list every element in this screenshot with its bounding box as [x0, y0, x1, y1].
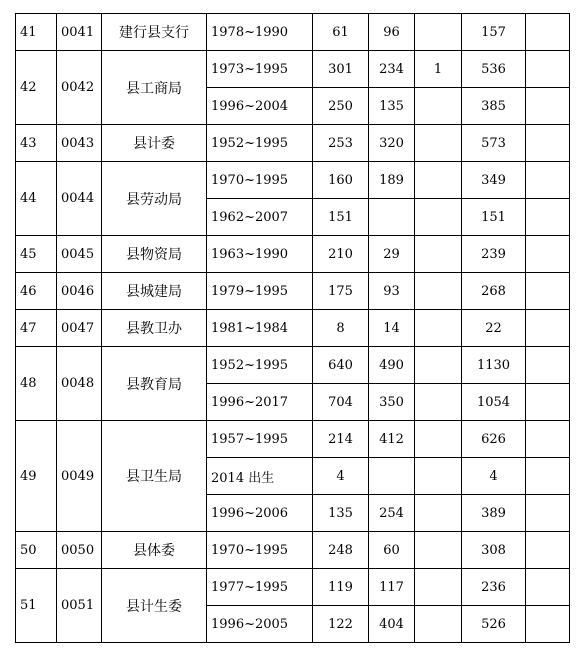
- row-number-cell: 47: [16, 310, 57, 347]
- count-a-cell: 4: [313, 458, 369, 495]
- count-b-cell: 189: [369, 162, 415, 199]
- period-cell: 1973~1995: [207, 51, 313, 88]
- row-number-cell: 43: [16, 125, 57, 162]
- remarks-cell: [526, 606, 570, 643]
- count-c-cell: [415, 236, 462, 273]
- count-a-cell: 8: [313, 310, 369, 347]
- count-b-cell: 117: [369, 569, 415, 606]
- remarks-cell: [526, 236, 570, 273]
- row-number-cell: 51: [16, 569, 57, 643]
- table-row: [16, 162, 570, 199]
- row-number-cell: 42: [16, 51, 57, 125]
- count-c-cell: [415, 458, 462, 495]
- count-a-cell: 301: [313, 51, 369, 88]
- count-b-cell: [369, 199, 415, 236]
- count-b-cell: 60: [369, 532, 415, 569]
- total-cell: 385: [462, 88, 526, 125]
- count-b-cell: 93: [369, 273, 415, 310]
- organization-name-cell: 县卫生局: [102, 421, 207, 532]
- remarks-cell: [526, 458, 570, 495]
- period-cell: 1970~1995: [207, 162, 313, 199]
- count-b-cell: 404: [369, 606, 415, 643]
- count-c-cell: [415, 125, 462, 162]
- total-cell: 308: [462, 532, 526, 569]
- remarks-cell: [526, 310, 570, 347]
- count-c-cell: [415, 88, 462, 125]
- row-number-cell: 46: [16, 273, 57, 310]
- total-cell: 526: [462, 606, 526, 643]
- count-b-cell: [369, 458, 415, 495]
- total-cell: 1130: [462, 347, 526, 384]
- table-row: [16, 532, 570, 569]
- period-cell: 2014 出生: [207, 458, 313, 495]
- count-a-cell: 175: [313, 273, 369, 310]
- total-cell: 1054: [462, 384, 526, 421]
- table-row: [16, 125, 570, 162]
- count-b-cell: 412: [369, 421, 415, 458]
- code-cell: 0045: [57, 236, 102, 273]
- count-b-cell: 135: [369, 88, 415, 125]
- period-cell: 1978~1990: [207, 14, 313, 51]
- code-cell: 0044: [57, 162, 102, 236]
- count-b-cell: 29: [369, 236, 415, 273]
- count-c-cell: [415, 199, 462, 236]
- period-cell: 1962~2007: [207, 199, 313, 236]
- remarks-cell: [526, 495, 570, 532]
- remarks-cell: [526, 384, 570, 421]
- code-cell: 0050: [57, 532, 102, 569]
- remarks-cell: [526, 421, 570, 458]
- period-cell: 1957~1995: [207, 421, 313, 458]
- count-c-cell: [415, 569, 462, 606]
- organization-name-cell: 县计委: [102, 125, 207, 162]
- count-a-cell: 61: [313, 14, 369, 51]
- table-row: [16, 347, 570, 384]
- table-row: [16, 421, 570, 458]
- row-number-cell: 45: [16, 236, 57, 273]
- count-a-cell: 214: [313, 421, 369, 458]
- organization-name-cell: 县物资局: [102, 236, 207, 273]
- remarks-cell: [526, 14, 570, 51]
- remarks-cell: [526, 569, 570, 606]
- code-cell: 0048: [57, 347, 102, 421]
- count-a-cell: 122: [313, 606, 369, 643]
- count-c-cell: 1: [415, 51, 462, 88]
- remarks-cell: [526, 51, 570, 88]
- organization-name-cell: 建行县支行: [102, 14, 207, 51]
- period-cell: 1970~1995: [207, 532, 313, 569]
- period-cell: 1952~1995: [207, 347, 313, 384]
- total-cell: 157: [462, 14, 526, 51]
- period-cell: 1979~1995: [207, 273, 313, 310]
- remarks-cell: [526, 273, 570, 310]
- organization-name-cell: 县计生委: [102, 569, 207, 643]
- code-cell: 0042: [57, 51, 102, 125]
- organization-name-cell: 县体委: [102, 532, 207, 569]
- row-number-cell: 49: [16, 421, 57, 532]
- count-a-cell: 253: [313, 125, 369, 162]
- count-c-cell: [415, 606, 462, 643]
- count-a-cell: 135: [313, 495, 369, 532]
- table-row: [16, 51, 570, 88]
- count-a-cell: 160: [313, 162, 369, 199]
- count-b-cell: 254: [369, 495, 415, 532]
- row-number-cell: 50: [16, 532, 57, 569]
- row-number-cell: 48: [16, 347, 57, 421]
- table-row: [16, 273, 570, 310]
- count-a-cell: 704: [313, 384, 369, 421]
- total-cell: 573: [462, 125, 526, 162]
- code-cell: 0043: [57, 125, 102, 162]
- table-row: [16, 569, 570, 606]
- total-cell: 239: [462, 236, 526, 273]
- period-cell: 1981~1984: [207, 310, 313, 347]
- remarks-cell: [526, 125, 570, 162]
- count-c-cell: [415, 14, 462, 51]
- remarks-cell: [526, 347, 570, 384]
- code-cell: 0041: [57, 14, 102, 51]
- period-cell: 1952~1995: [207, 125, 313, 162]
- count-c-cell: [415, 162, 462, 199]
- remarks-cell: [526, 88, 570, 125]
- code-cell: 0049: [57, 421, 102, 532]
- organization-name-cell: 县教育局: [102, 347, 207, 421]
- period-cell: 1996~2006: [207, 495, 313, 532]
- remarks-cell: [526, 199, 570, 236]
- organization-name-cell: 县城建局: [102, 273, 207, 310]
- total-cell: 4: [462, 458, 526, 495]
- count-b-cell: 234: [369, 51, 415, 88]
- code-cell: 0051: [57, 569, 102, 643]
- archive-records-table: [15, 13, 570, 643]
- count-a-cell: 119: [313, 569, 369, 606]
- count-a-cell: 151: [313, 199, 369, 236]
- code-cell: 0046: [57, 273, 102, 310]
- count-c-cell: [415, 495, 462, 532]
- code-cell: 0047: [57, 310, 102, 347]
- count-c-cell: [415, 273, 462, 310]
- total-cell: 349: [462, 162, 526, 199]
- count-c-cell: [415, 310, 462, 347]
- period-cell: 1996~2004: [207, 88, 313, 125]
- table-row: [16, 236, 570, 273]
- total-cell: 268: [462, 273, 526, 310]
- table-body: [16, 14, 570, 643]
- total-cell: 536: [462, 51, 526, 88]
- count-a-cell: 210: [313, 236, 369, 273]
- count-a-cell: 248: [313, 532, 369, 569]
- count-b-cell: 320: [369, 125, 415, 162]
- count-b-cell: 490: [369, 347, 415, 384]
- organization-name-cell: 县工商局: [102, 51, 207, 125]
- count-c-cell: [415, 347, 462, 384]
- row-number-cell: 44: [16, 162, 57, 236]
- organization-name-cell: 县教卫办: [102, 310, 207, 347]
- count-b-cell: 96: [369, 14, 415, 51]
- remarks-cell: [526, 532, 570, 569]
- period-cell: 1977~1995: [207, 569, 313, 606]
- remarks-cell: [526, 162, 570, 199]
- total-cell: 22: [462, 310, 526, 347]
- count-b-cell: 14: [369, 310, 415, 347]
- count-a-cell: 250: [313, 88, 369, 125]
- total-cell: 151: [462, 199, 526, 236]
- period-cell: 1996~2017: [207, 384, 313, 421]
- organization-name-cell: 县劳动局: [102, 162, 207, 236]
- total-cell: 236: [462, 569, 526, 606]
- table-row: [16, 310, 570, 347]
- period-cell: 1963~1990: [207, 236, 313, 273]
- table-row: [16, 14, 570, 51]
- count-c-cell: [415, 532, 462, 569]
- row-number-cell: 41: [16, 14, 57, 51]
- total-cell: 626: [462, 421, 526, 458]
- count-c-cell: [415, 421, 462, 458]
- total-cell: 389: [462, 495, 526, 532]
- count-a-cell: 640: [313, 347, 369, 384]
- count-c-cell: [415, 384, 462, 421]
- count-b-cell: 350: [369, 384, 415, 421]
- period-cell: 1996~2005: [207, 606, 313, 643]
